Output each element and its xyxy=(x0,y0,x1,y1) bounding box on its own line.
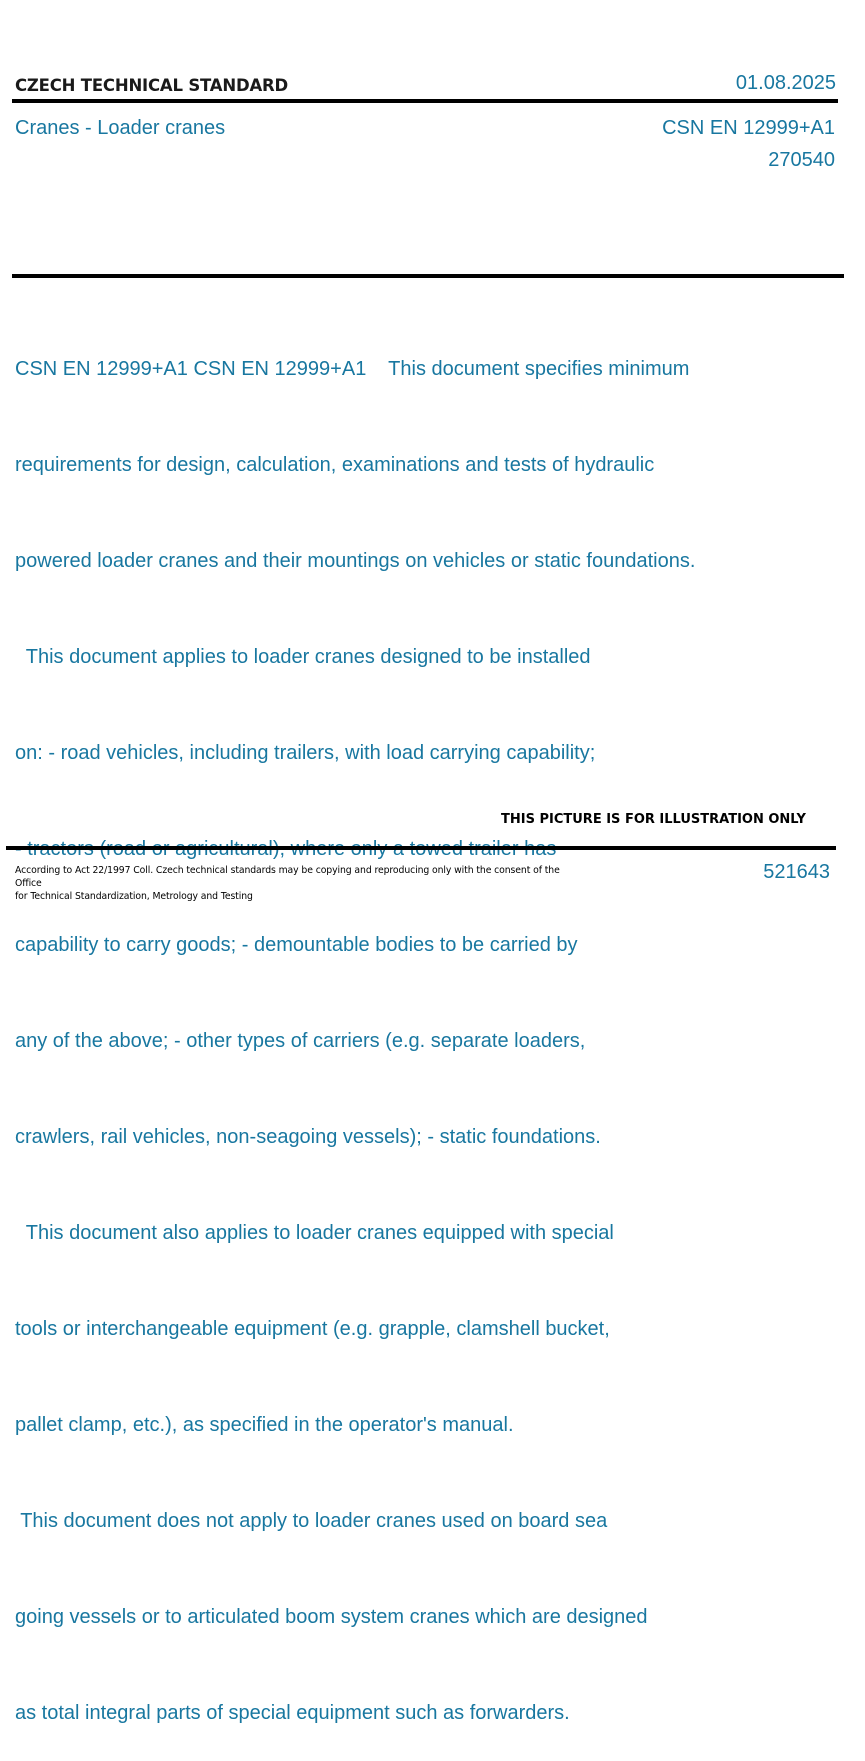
illustration-disclaimer: THIS PICTURE IS FOR ILLUSTRATION ONLY xyxy=(501,812,806,827)
legal-notice-line: According to Act 22/1997 Coll. Czech technical standards may be copying and reproducing only with the consent of the Office xyxy=(15,865,560,889)
abstract-line: requirements for design, calculation, examinations and tests of hydraulic xyxy=(15,454,655,476)
abstract-line: as total integral parts of special equipment such as forwarders. xyxy=(15,1702,570,1724)
abstract-line: tools or interchangeable equipment (e.g. grapple, clamshell bucket, xyxy=(15,1318,610,1340)
abstract-line: crawlers, rail vehicles, non-seagoing vessels); - static foundations. xyxy=(15,1126,601,1148)
abstract-text xyxy=(15,289,755,1761)
bottom-divider xyxy=(6,846,836,850)
classification-code: 270540 xyxy=(768,149,835,171)
abstract-line: This document also applies to loader cranes equipped with special xyxy=(15,1222,614,1244)
document-title: Cranes - Loader cranes xyxy=(15,117,226,139)
abstract-line: on: - road vehicles, including trailers, with load carrying capability; xyxy=(15,742,596,764)
abstract-line: capability to carry goods; - demountable bodies to be carried by xyxy=(15,934,578,956)
abstract-line: pallet clamp, etc.), as specified in the operator's manual. xyxy=(15,1414,514,1436)
standard-number: CSN EN 12999+A1 xyxy=(662,117,835,139)
abstract-line: going vessels or to articulated boom system cranes which are designed xyxy=(15,1606,648,1628)
standard-type-label: CZECH TECHNICAL STANDARD xyxy=(15,76,289,95)
abstract-line: powered loader cranes and their mountings on vehicles or static foundations. xyxy=(15,550,696,572)
document-id: 521643 xyxy=(763,861,830,883)
abstract-line: This document applies to loader cranes designed to be installed xyxy=(15,646,591,668)
top-divider xyxy=(12,99,838,103)
middle-divider xyxy=(12,274,844,278)
legal-notice-line: for Technical Standardization, Metrology and Testing xyxy=(15,891,253,902)
abstract-line: CSN EN 12999+A1 CSN EN 12999+A1 This document specifies minimum xyxy=(15,358,690,380)
abstract-line: any of the above; - other types of carriers (e.g. separate loaders, xyxy=(15,1030,586,1052)
publication-date: 01.08.2025 xyxy=(735,72,836,94)
legal-notice xyxy=(15,864,585,903)
abstract-line: This document does not apply to loader cranes used on board sea xyxy=(15,1510,608,1532)
